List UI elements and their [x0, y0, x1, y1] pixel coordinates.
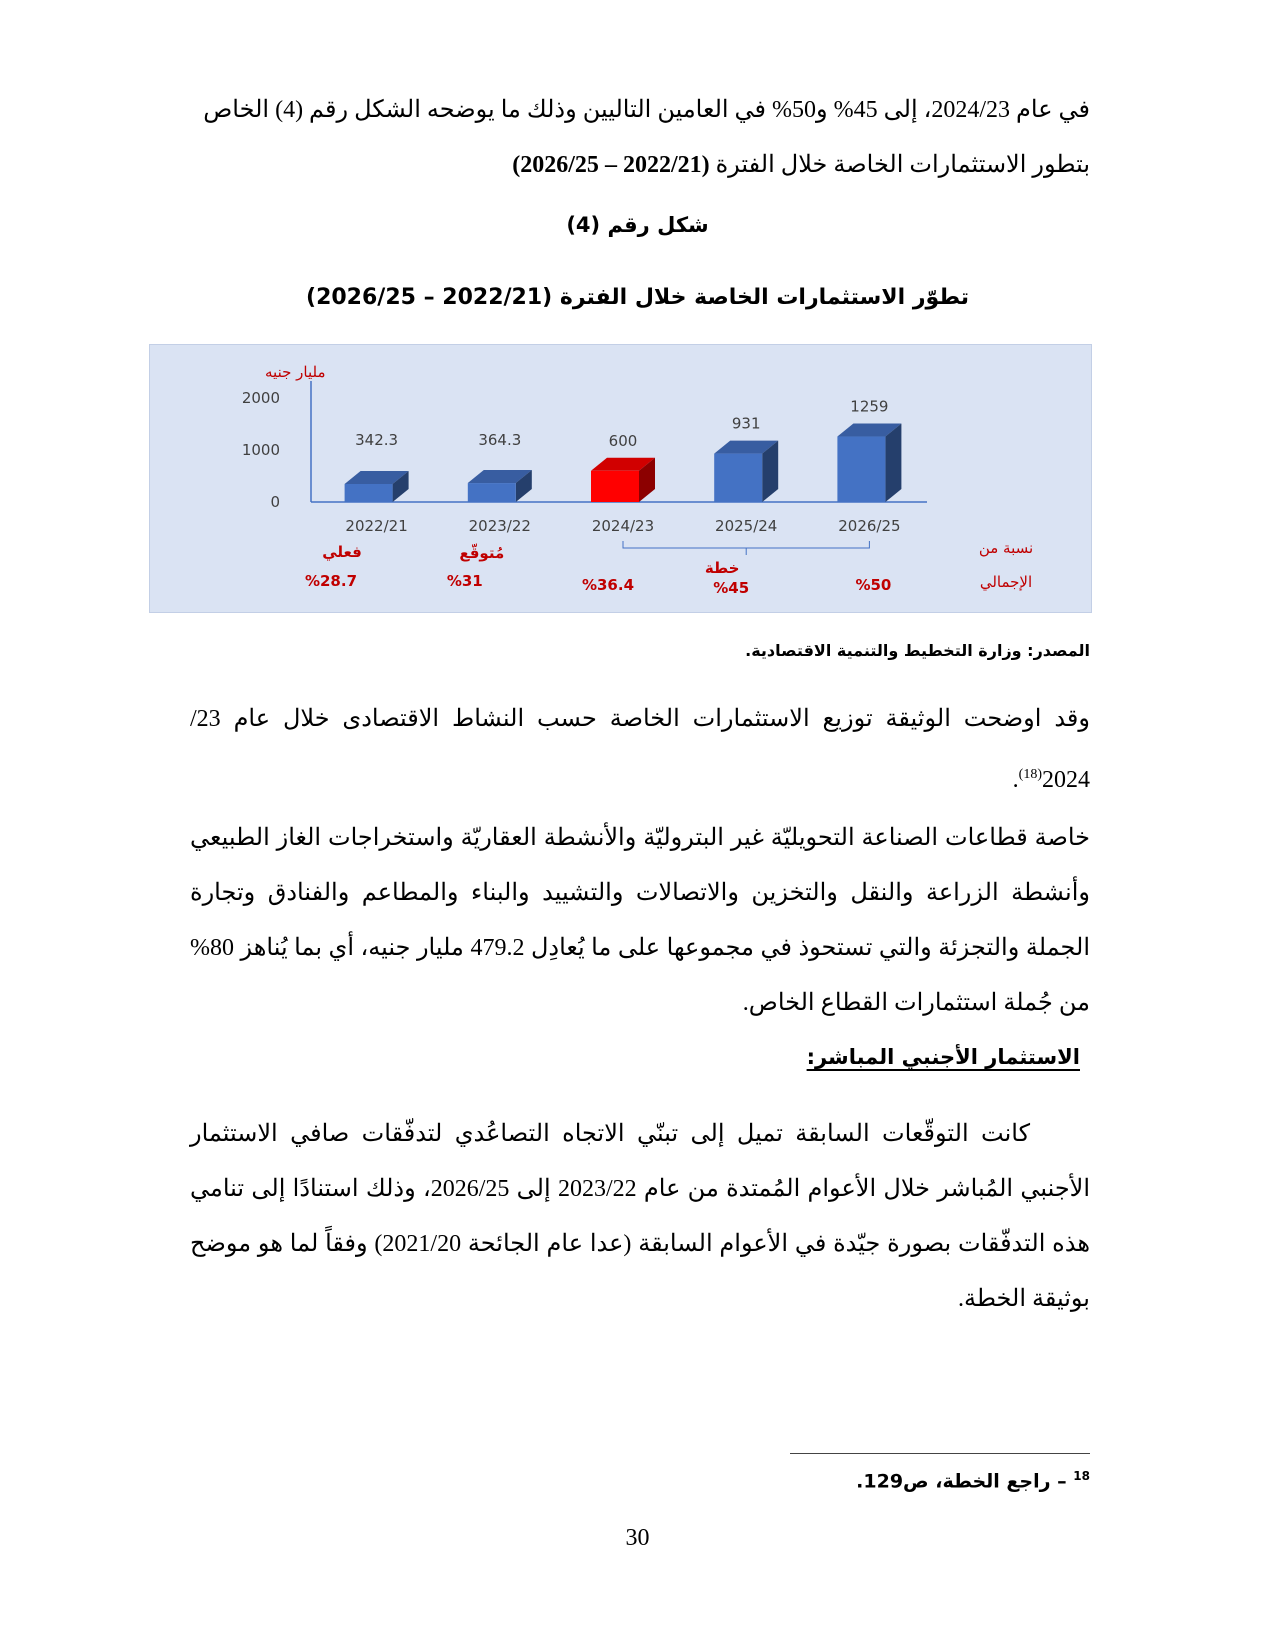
value-label-2: 600: [608, 431, 638, 450]
y-tick-label-1: 1000: [241, 441, 280, 459]
paragraph-distribution: [190, 692, 1090, 808]
bar-1: [468, 483, 516, 502]
category-label-1: 2023/22: [468, 517, 531, 535]
share-header-line1: نسبة من: [978, 539, 1034, 557]
value-label-0: 342.3: [355, 431, 399, 449]
chart-svg: [150, 345, 1091, 612]
footnote-separator: [790, 1453, 1090, 1454]
intro-period: (2022/21 – 2026/25): [512, 152, 710, 178]
figure-source: المصدر: وزارة التخطيط والتنمية الاقتصادية.: [745, 641, 1090, 660]
status-plan: خطة: [704, 559, 740, 577]
share-label-4: %50: [855, 576, 892, 594]
category-label-3: 2025/24: [715, 517, 778, 535]
footnote-text: – راجع الخطة، ص129.: [856, 1470, 1067, 1493]
share-label-0: %28.7: [304, 572, 358, 590]
bar-side-4: [885, 424, 901, 502]
bar-4: [837, 437, 885, 502]
paragraph-sectors: [190, 811, 1090, 1031]
paragraph-distribution-text: [190, 692, 1090, 808]
footnote: [190, 1469, 1090, 1492]
paragraph-distribution-body: وقد اوضحت الوثيقة توزيع الاستثمارات الخاصة حسب النشاط الاقتصادى خلال عام 23/ 2024: [190, 706, 1090, 793]
plan-bracket: [623, 541, 869, 548]
y-unit-label: مليار جنيه: [265, 363, 326, 381]
share-label-1: %31: [446, 572, 483, 590]
intro-line-2: [190, 138, 1090, 193]
paragraph-fdi: [190, 1107, 1090, 1327]
footnote-reference: (18): [1018, 767, 1042, 782]
intro-paragraph: [190, 83, 1090, 193]
share-label-3: %45: [713, 579, 750, 597]
figure-number: شكل رقم (4): [566, 213, 709, 237]
status-expected: مُتوقّع: [459, 544, 505, 562]
y-tick-label-0: 0: [270, 493, 280, 511]
value-label-3: 931: [731, 414, 761, 433]
investment-chart: [149, 344, 1092, 613]
paragraph-sectors-text: خاصة قطاعات الصناعة التحويليّة غير البتروليّة والأنشطة العقاريّة واستخراجات الغاز الطبيعي وأنشطة الزراعة والنقل والتخزين والاتصالات والتشييد والبناء والمطاعم والفنادق وتجارة الجملة والتجزئة والتي تستحوذ في مجموعها على ما يُعادِل 479.2 مليار جنيه، أي بما يُناهز 80% من جُملة استثمارات القطاع الخاص.: [190, 825, 1090, 1016]
section-heading: [190, 1045, 1080, 1069]
paragraph-fdi-text: كانت التوقّعات السابقة تميل إلى تبنّي الاتجاه التصاعُدي لتدفّقات صافي الاستثمار الأجنبي المُباشر خلال الأعوام المُمتدة من عام 2023/22 إلى 2026/25، وذلك استنادًا إلى تنامي هذه التدفّقات بصورة جيّدة في الأعوام السابقة (عدا عام الجائحة 2021/20) وفقاً لما هو موضح بوثيقة الخطة.: [190, 1121, 1091, 1312]
footnote-number: 18: [1073, 1469, 1090, 1483]
section-heading-text: الاستثمار الأجنبي المباشر:: [806, 1045, 1080, 1069]
category-label-0: 2022/21: [345, 517, 408, 535]
value-label-1: 364.3: [478, 431, 522, 449]
value-label-4: 1259: [850, 397, 889, 416]
y-tick-label-2: 2000: [241, 389, 280, 407]
page-number: 30: [625, 1525, 650, 1551]
intro-line-1: في عام 2024/23، إلى 45% و50% في العامين التاليين وذلك ما يوضحه الشكل رقم (4) الخاص: [203, 97, 1090, 123]
share-label-2: %36.4: [581, 576, 635, 594]
paragraph-end-dot: .: [1012, 767, 1019, 793]
figure-title: تطوّر الاستثمارات الخاصة خلال الفترة (2022/21 – 2026/25): [306, 285, 969, 310]
status-actual: فعلي: [322, 543, 362, 561]
category-label-4: 2026/25: [838, 517, 901, 535]
category-label-2: 2024/23: [591, 517, 655, 535]
share-header-line2: الإجمالي: [979, 573, 1033, 591]
bar-0: [345, 484, 393, 502]
intro-line-2-text: بتطور الاستثمارات الخاصة خلال الفترة: [715, 152, 1090, 178]
bar-2: [591, 471, 639, 502]
bar-3: [714, 454, 762, 502]
